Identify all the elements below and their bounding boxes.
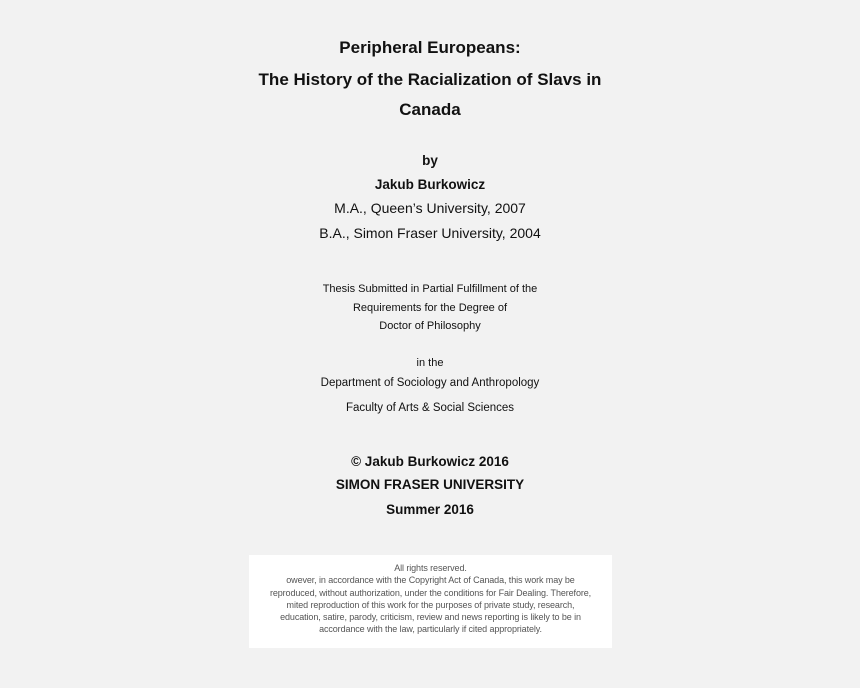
title-line-1: Peripheral Europeans: <box>339 38 521 57</box>
notice-line-2: owever, in accordance with the Copyright Act of Canada, this work may be <box>286 575 575 585</box>
notice-line-1: All rights reserved. <box>394 563 467 573</box>
notice-line-6: accordance with the law, particularly if cited appropriately. <box>319 624 542 634</box>
author-name: Jakub Burkowicz <box>374 177 486 192</box>
faculty: Faculty of Arts & Social Sciences <box>345 402 515 414</box>
notice-line-5: education, satire, parody, criticism, review and news reporting is likely to be in <box>280 612 581 622</box>
copyright-notice-box <box>249 555 612 648</box>
degree-ba: B.A., Simon Fraser University, 2004 <box>319 225 541 241</box>
term: Summer 2016 <box>386 502 474 517</box>
degree-ma: M.A., Queen’s University, 2007 <box>334 200 526 216</box>
department: Department of Sociology and Anthropology <box>320 377 540 389</box>
title-line-2: The History of the Racialization of Slavs in <box>258 70 602 89</box>
university-name: SIMON FRASER UNIVERSITY <box>335 477 525 492</box>
title-line-3: Canada <box>399 100 461 119</box>
in-the-label: in the <box>416 357 444 369</box>
by-label: by <box>422 153 438 168</box>
copyright-holder: © Jakub Burkowicz 2016 <box>351 454 509 469</box>
notice-line-3: reproduced, without authorization, under the conditions for Fair Dealing. Therefore, <box>269 588 592 598</box>
submission-line-3: Doctor of Philosophy <box>379 320 481 332</box>
notice-line-4: mited reproduction of this work for the purposes of private study, research, <box>286 600 575 610</box>
submission-line-1: Thesis Submitted in Partial Fulfillment of the <box>322 283 538 295</box>
submission-line-2: Requirements for the Degree of <box>352 302 508 314</box>
